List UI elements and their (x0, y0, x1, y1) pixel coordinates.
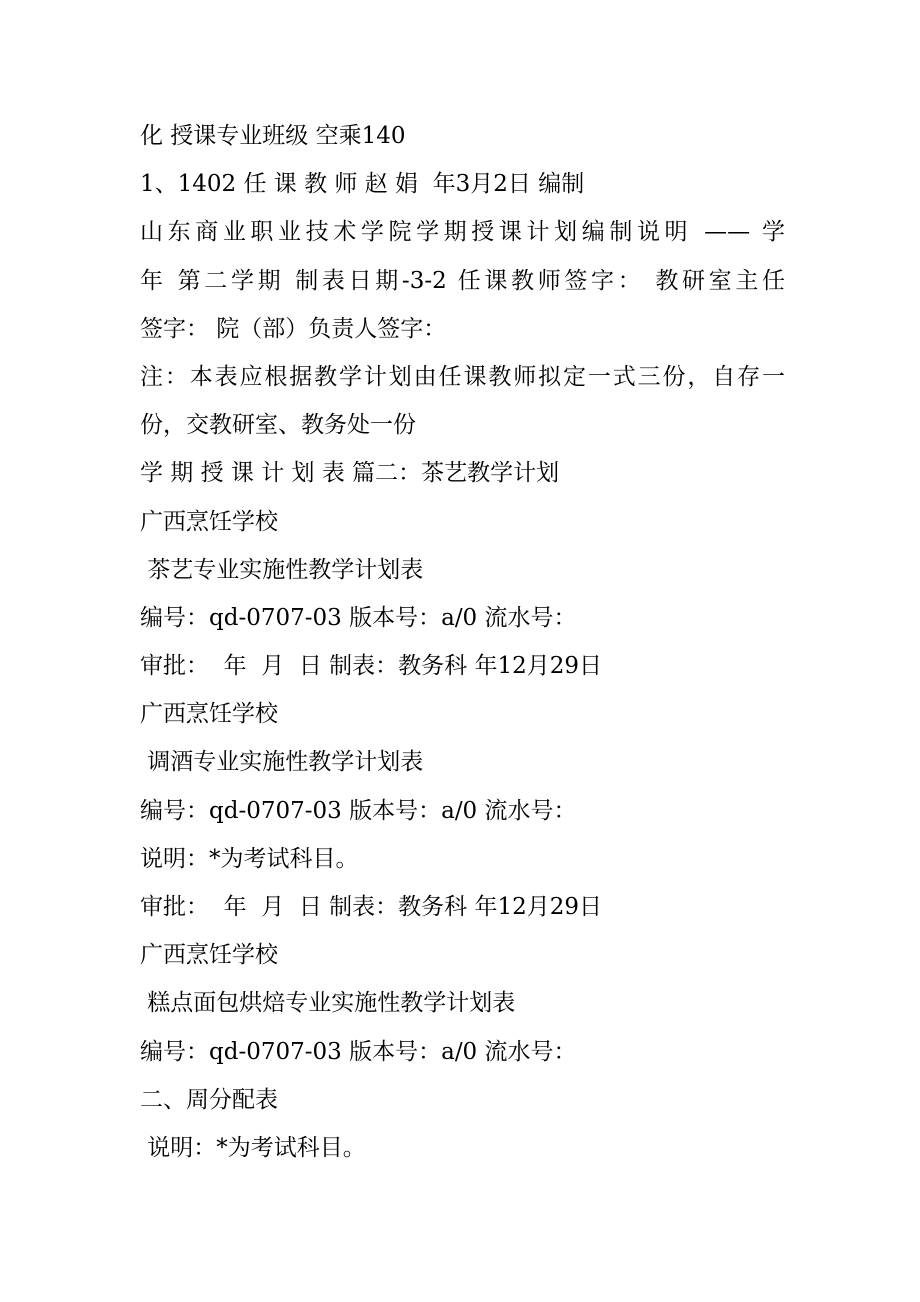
text-line: 化 授课专业班级 空乘140 (140, 123, 406, 149)
plan-title: 茶艺专业实施性教学计划表 (140, 556, 424, 583)
text-line: 山东商业职业技术学院学期授课计划编制说明 —— 学 (140, 219, 785, 246)
plan-title: 糕点面包烘焙专业实施性教学计划表 (140, 990, 516, 1017)
text-line: 学 期 授 课 计 划 表 篇二：茶艺教学计划 (140, 460, 560, 487)
text-line: 份，交教研室、教务处一份 (140, 412, 416, 439)
school-name: 广西烹饪学校 (140, 508, 278, 535)
text-line: 审批： 年 月 日 制表：教务科 年12月29日 (140, 653, 603, 680)
text-line: 说明：*为考试科目。 (140, 1134, 366, 1161)
plan-title: 调酒专业实施性教学计划表 (140, 749, 424, 776)
school-name: 广西烹饪学校 (140, 701, 278, 728)
section-heading: 二、周分配表 (140, 1086, 278, 1113)
text-line: 年 第二学期 制表日期-3-2 任课教师签字： 教研室主任 (140, 267, 785, 294)
school-name: 广西烹饪学校 (140, 942, 278, 969)
text-line: 说明：*为考试科目。 (140, 845, 359, 872)
text-line: 1、1402 任 课 教 师 赵 娟 年3月2日 编制 (140, 171, 585, 198)
text-line: 编号：qd-0707-03 版本号：a/0 流水号： (140, 604, 577, 631)
text-line: 签字： 院（部）负责人签字： (140, 315, 447, 342)
document-body (140, 112, 785, 1172)
text-line: 编号：qd-0707-03 版本号：a/0 流水号： (140, 797, 577, 824)
text-line: 审批： 年 月 日 制表：教务科 年12月29日 (140, 894, 603, 920)
text-line: 注：本表应根据教学计划由任课教师拟定一式三份，自存一 (140, 363, 785, 390)
text-line: 编号：qd-0707-03 版本号：a/0 流水号： (140, 1038, 577, 1065)
